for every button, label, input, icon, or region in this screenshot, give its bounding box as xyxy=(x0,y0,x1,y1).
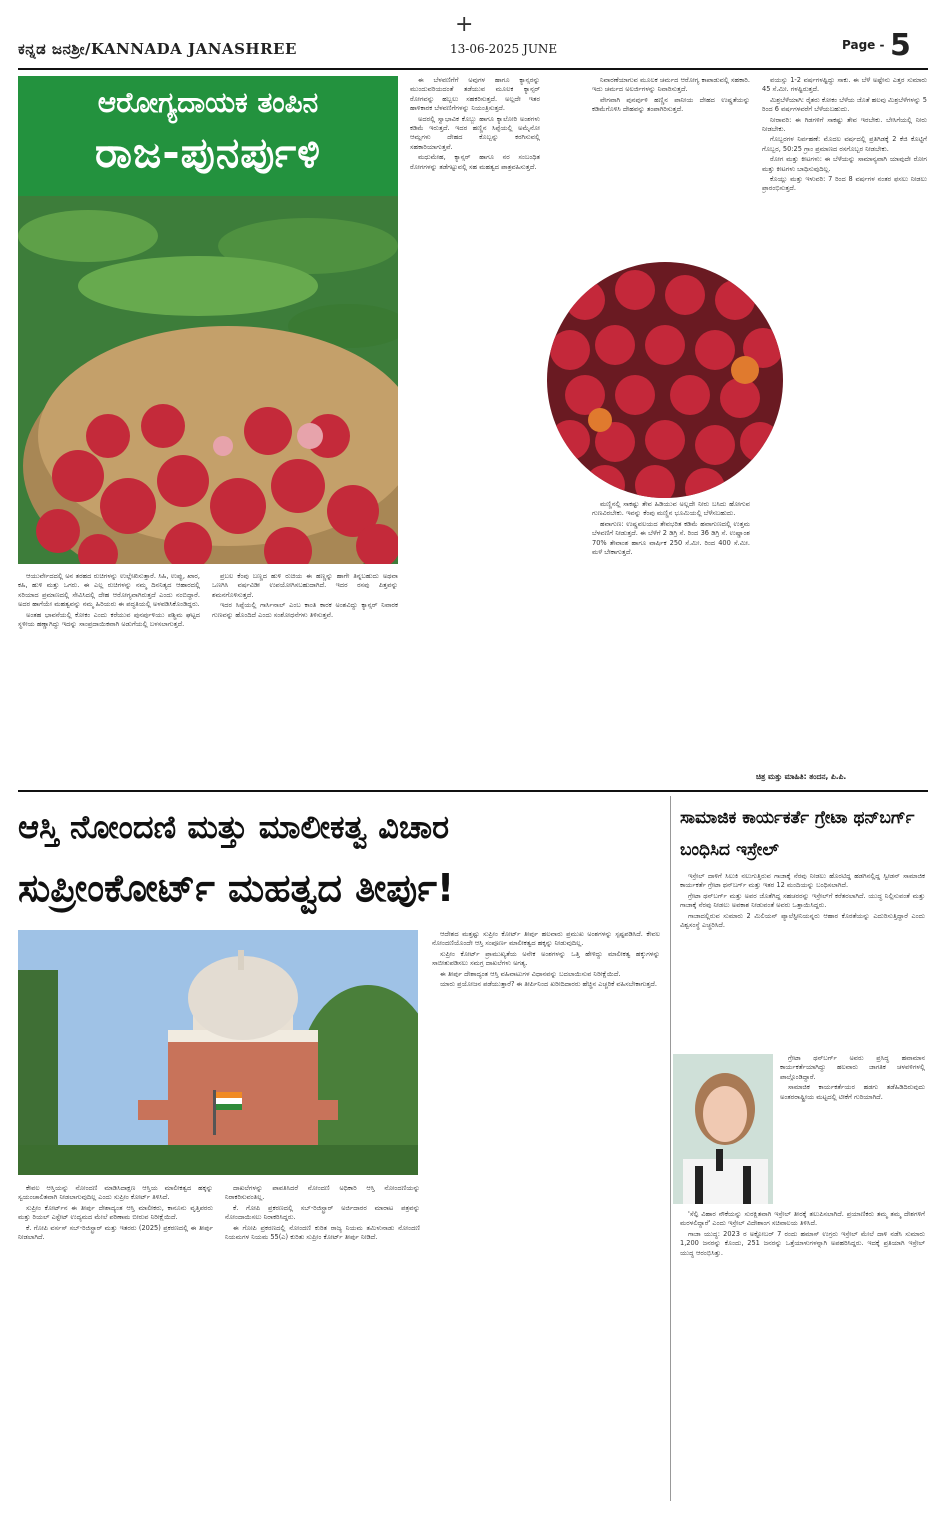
column-divider xyxy=(670,796,671,1501)
hero-headline-banner xyxy=(18,76,398,196)
photo-credit: ಚಿತ್ರ ಮತ್ತು ಮಾಹಿತಿ: ತಂದನ, ಪಿ.ಪಿ. xyxy=(756,772,847,781)
article1-column-5: ವಯಸ್ಸು 1-2 ವರ್ಷಗಳಷ್ಟಿದ್ದು ಸಾಕು. ಈ ಬೆಳೆ ಅಷ್ಟೇನು ಎತ್ತರ ಸುಮಾರು 45 ಸೆ.ಮೀ. ಗಳಷ್ಟಿರುತ್ತದೆ. ಮಿಶ್ರಬೆಳೆಯಾಗಿ: ರೈತರು ಕೋಕಂ ಬೆಳೆಯ ಜೊತೆ ಹಲವು ಮಿಶ್ರಬೆಳೆಗಳನ್ನು 5 ರಿಂದ 6 ವರ್ಷಗಳವರೆಗೆ ಬೆಳೆಯಬಹುದು. ನೀರಾವರಿ: ಈ ಗಿಡಗಳಿಗೆ ಸಾಕಷ್ಟು ತೇವ ಇರಬೇಕು. ಬೇಸಿಗೆಯಲ್ಲಿ ನೀರು ನೀಡಬೇಕು. ಗೊಬ್ಬರಗಳ ನಿರ್ವಹಣೆ: ಮೊದಲ ವರ್ಷದಲ್ಲಿ ಪ್ರತಿಗಿಡಕ್ಕೆ 2 ಕೆಜಿ ಕೊಟ್ಟಿಗೆ ಗೊಬ್ಬರ, 50:25 ಗ್ರಾಂ ಪ್ರಮಾಣದ ರಸಗೊಬ್ಬರ ನೀಡಬೇಕು. ರೋಗ ಮತ್ತು ಕೀಟಗಳು: ಈ ಬೆಳೆಯನ್ನು ಸಾಮಾನ್ಯವಾಗಿ ಯಾವುದೇ ರೋಗ ಮತ್ತು ಕೀಟಗಳು ಬಾಧಿಸುವುದಿಲ್ಲ. ಕೊಯ್ಲು ಮತ್ತು ಇಳುವರಿ: 7 ರಿಂದ 8 ವರ್ಷಗಳ ನಂತರ ಫಸಲು ನೀಡಲು ಪ್ರಾರಂಭಿಸುತ್ತದೆ. xyxy=(762,76,927,193)
article1-column-4-bottom: ಮಣ್ಣಿನಲ್ಲಿ ಸಾಕಷ್ಟು ತೇವ ಹಿಡಿಯುವ ಅಲ್ಲದೇ ನೀರು ಬಸಿದು ಹೋಗುವ ಗುಣವಿರಬೇಕು. ಇವನ್ನು ಕೆಂಪು ಮಣ್ಣಿನ ಭೂಮಿಯಲ್ಲಿ ಬೆಳೆಸಬಹುದು. ಹವಾಗುಣ: ಉಷ್ಣವಲಯದ ತೇವಭರಿತ ಕಡಿಮೆ ಹವಾಗುಣದಲ್ಲಿ ಉತ್ತಮ ಬೆಳವಣಿಗೆ ನೀಡುತ್ತದೆ. ಈ ಬೆಳೆಗೆ 2 ಡಿಗ್ರಿ ಸೆ. ರಿಂದ 36 ಡಿಗ್ರಿ ಸೆ. ಉಷ್ಣಾಂಶ 70% ತೇವಾಂಶ ಹಾಗೂ ವಾರ್ಷಿಕ 250 ಸೆ.ಮೀ. ರಿಂದ 400 ಸೆ.ಮೀ. ಮಳೆ ಬೇಕಾಗುತ್ತದೆ. xyxy=(592,500,750,557)
headline-line-2: ರಾಜ-ಪುನರ್ಪುಳಿ xyxy=(94,128,322,177)
supreme-court-photo xyxy=(18,930,418,1175)
article1-column-4-top: ನಿವಾರಣೆಯಾಗುವ ಮೂಲಕ ಚರ್ಮದ ಆರೋಗ್ಯ ಕಾಪಾಡುವಲ್ಲಿ ಸಹಕಾರಿ. ಇದು ಚರ್ಮದ ಅಲರ್ಜಿಗಳನ್ನು ನಿವಾರಿಸುತ್ತದೆ. ವೇಗವಾಗಿ ಪುನರ್ಪುಳಿ ಹಣ್ಣಿನ ಪಾನೀಯ ದೇಹದ ಉಷ್ಣತೆಯನ್ನು ಕಡಿಮೆಗೊಳಿಸಿ ದೇಹವನ್ನು ತಂಪಾಗಿರಿಸುತ್ತದೆ. xyxy=(592,76,750,114)
newspaper-masthead: ಕನ್ನಡ ಜನಶ್ರೀ/KANNADA JANASHREE xyxy=(18,40,297,58)
article1-column-3: ಈ ಬೆಳವಣಿಗೆಗೆ ಅವುಗಳ ಹಾಗೂ ಕ್ಯಾನ್ಸರನ್ನು ಮುಂದುವರಿಯದಂತೆ ತಡೆಯುವ ಮೂಲಕ ಕ್ಯಾನ್ಸರ್ ರೋಗವನ್ನು ಹಬ್ಬಲು ಸಹಕರಿಸುತ್ತದೆ. ಅಲ್ಲದೇ ಇತರ ಹಾಳಿಕಾರಕ ಬೆಳವಣಿಗೆಗಳನ್ನು ನಿಯಂತ್ರಿಸುತ್ತದೆ. ಅದರಲ್ಲಿ ಸ್ವಾಭಾವಿಕ ಕೊಬ್ಬು ಹಾಗೂ ಕ್ಯಾಲೋರಿ ಅಂಶಗಳು ಕಡಿಮೆ ಇರುತ್ತದೆ. ಇದರ ಹಣ್ಣಿನ ಸಿಪ್ಪೆಯಲ್ಲಿ ಅಮೈನೋ ಆಮ್ಲಗಳು ದೇಹದ ಕೊಬ್ಬನ್ನು ಕರಗಿಸುವಲ್ಲಿ ಸಹಕಾರಿಯಾಗುತ್ತವೆ. ಮಧುಮೇಹ, ಕ್ಯಾನ್ಸರ್ ಹಾಗೂ ನರ ಸಂಬಂಧಿತ ರೋಗಗಳನ್ನು ತಡೆಗಟ್ಟುವಲ್ಲಿ ಸಹ ಮಹತ್ವದ ಪಾತ್ರವಹಿಸುತ್ತದೆ. xyxy=(410,76,540,171)
article1-column-1: ಆಯುರ್ವೇದದಲ್ಲಿ ಅನ ತರಹದ ರುಚಿಗಳನ್ನು ಉಲ್ಲೇಖಿಸುತ್ತಾರೆ. ಸಿಹಿ, ಉಪ್ಪು, ಖಾರ, ಕಹಿ, ಹುಳಿ ಮತ್ತು ಒಗರು. ಈ ಎಲ್ಲ ರುಚಿಗಳನ್ನು ನಮ್ಮ ದಿನನಿತ್ಯದ ಆಹಾರದಲ್ಲಿ ಸರಿಯಾದ ಪ್ರಮಾಣದಲ್ಲಿ ಸೇವಿಸಿದಲ್ಲಿ ದೇಹ ಆರೋಗ್ಯವಾಗಿರುತ್ತದೆ ಎಂದು ನಂಬಿದ್ದಾರೆ. ಅದರ ಹಾಗೆಯೇ ಮಹತ್ವವನ್ನು ನಮ್ಮ ಹಿರಿಯರು ಈ ಪದ್ಧತಿಯಲ್ಲಿ ಅಳವಡಿಸಿಕೊಂಡಿದ್ದರು. ಅಂತಹ ಭಾವನೆಯಲ್ಲಿ ಕೋಕಂ ಎಂದು ಕರೆಯುವ ಪುನರ್ಪುಳಿಯು ಪಶ್ಚಿಮ ಘಟ್ಟದ ಸ್ಥಳೀಯ ಹಣ್ಣಾಗಿದ್ದು ಇದನ್ನು ಸಾಂಪ್ರದಾಯಿಕವಾಗಿ ಅಡುಗೆಯಲ್ಲಿ ಬಳಸಲಾಗುತ್ತದೆ. xyxy=(18,572,200,629)
issue-date: 13-06-2025 JUNE xyxy=(450,42,558,56)
article2-headline-line-2: ಸುಪ್ರೀಂಕೋರ್ಟ್ ಮಹತ್ವದ ತೀರ್ಪು! xyxy=(18,866,455,910)
article3-column-top: ಇಸ್ರೇಲ್ ದಾಳಿಗೆ ಸಿಲುಕಿ ನಲುಗುತ್ತಿರುವ ಗಾಜಾಕ್ಕೆ ನೆರವು ನೀಡಲು ಹೊರಟಿದ್ದ ಹಡಗಿನಲ್ಲಿದ್ದ ಸ್ವೀಡನ್ ಸಾಮಾಜಿಕ ಕಾರ್ಯಕರ್ತೆ ಗ್ರೇಟಾ ಥನ್‌ಬರ್ಗ್ ಮತ್ತು ಇತರ 12 ಮಂದಿಯನ್ನು ಬಂಧಿಸಲಾಗಿದೆ. ಗ್ರೇಟಾ ಥನ್‌ಬರ್ಗ್ ಮತ್ತು ಅವರ ಜೊತೆಗಿದ್ದ ಸಹಚರರನ್ನು ಇಸ್ರೇಲ್‌ಗೆ ಕರೆತರಲಾಗಿದೆ. ಯುದ್ಧ ನಿಲ್ಲಿಸುವಂತೆ ಮತ್ತು ಗಾಜಾಕ್ಕೆ ನೆರವು ನೀಡಲು ಅವಕಾಶ ನೀಡುವಂತೆ ಅವರು ಒತ್ತಾಯಿಸಿದ್ದರು. ಗಾಜಾದಲ್ಲಿರುವ ಸುಮಾರು 2 ಮಿಲಿಯನ್ ಪ್ಯಾಲೆಸ್ಟೀನಿಯನ್ನರು ಆಹಾರ ಕೊರತೆಯನ್ನು ಎದುರಿಸುತ್ತಿದ್ದಾರೆ ಎಂದು ವಿಶ್ವಸಂಸ್ಥೆ ಎಚ್ಚರಿಸಿದೆ. xyxy=(680,872,925,930)
greta-photo xyxy=(673,1054,773,1204)
article3-column-bottom: 'ಸೆಲ್ಫಿ ವಿಹಾರ ನೌಕೆಯನ್ನು ಸುರಕ್ಷಿತವಾಗಿ ಇಸ್ರೇಲ್ ತೀರಕ್ಕೆ ತಲುಪಿಸಲಾಗಿದೆ. ಪ್ರಯಾಣಿಕರು ತಮ್ಮ ತಮ್ಮ ದೇಶಗಳಿಗೆ ಮರಳಲಿದ್ದಾರೆ' ಎಂದು ಇಸ್ರೇಲ್ ವಿದೇಶಾಂಗ ಸಚಿವಾಲಯ ತಿಳಿಸಿದೆ. ಗಾಜಾ ಯುದ್ಧ: 2023 ರ ಅಕ್ಟೋಬರ್ 7 ರಂದು ಹಮಾಸ್ ಉಗ್ರರು ಇಸ್ರೇಲ್ ಮೇಲೆ ದಾಳಿ ನಡೆಸಿ ಸುಮಾರು 1,200 ಜನರನ್ನು ಕೊಂದು, 251 ಜನರನ್ನು ಒತ್ತೆಯಾಳುಗಳನ್ನಾಗಿ ಅಪಹರಿಸಿದ್ದರು. ಇದಕ್ಕೆ ಪ್ರತಿಯಾಗಿ ಇಸ್ರೇಲ್ ಯುದ್ಧ ಆರಂಭಿಸಿತ್ತು. xyxy=(680,1210,925,1257)
page-number: 5 xyxy=(890,28,911,63)
section-rule xyxy=(18,790,928,792)
article1-column-2: ಪ್ರಬಲ ಕೆಂಪು ಬಣ್ಣದ ಹುಳಿ ರುಚಿಯ ಈ ಹಣ್ಣನ್ನು ಹಾಗೇ ತಿನ್ನಬಹುದು ಅಥವಾ ಒಣಗಿಸಿ ವರ್ಷವಿಡೀ ಉಪಯೋಗಿಸಬಹುದಾಗಿದೆ. ಇದರ ರಸವು ಪಿತ್ತವನ್ನು ಶಮನಗೊಳಿಸುತ್ತದೆ. ಇದರ ಸಿಪ್ಪೆಯಲ್ಲಿ ಗಾರ್ಸಿನಾಲ್ ಎಂಬ ಕಾಂತಿ ಕಾರಕ ಅಂಶವಿದ್ದು ಕ್ಯಾನ್ಸರ್ ನಿವಾರಕ ಗುಣವನ್ನು ಹೊಂದಿದೆ ಎಂದು ಸಂಶೋಧನೆಗಳು ತಿಳಿಸುತ್ತವೆ. xyxy=(212,572,398,619)
article2-headline-line-1: ಆಸ್ತಿ ನೋಂದಣಿ ಮತ್ತು ಮಾಲೀಕತ್ವ ವಿಚಾರ xyxy=(18,808,450,846)
page-label: Page - xyxy=(842,38,885,52)
article2-column-2: ದಾಖಲೆಗಳನ್ನು ಪಾವತಿಸಿದರೆ ನೋಂದಣಿ ಅಧಿಕಾರಿ ಆಸ್ತಿ ನೋಂದಣಿಯನ್ನು ನಿರಾಕರಿಸುವಂತಿಲ್ಲ. ಕೆ. ಗೋಪಿ ಪ್ರಕರಣದಲ್ಲಿ ಸಬ್-ರಿಜಿಸ್ಟ್ರಾರ್ ಅರ್ಜಿದಾರರ ಮಾರಾಟ ಪತ್ರವನ್ನು ನೋಂದಾಯಿಸಲು ನಿರಾಕರಿಸಿದ್ದರು. ಈ ಗೋಪಿ ಪ್ರಕರಣದಲ್ಲಿ ನೋಂದಣಿ ಕುರಿತ ರಾಜ್ಯ ನಿಯಮ ತಮಿಳುನಾಡು ನೋಂದಣಿ ನಿಯಮಗಳ ನಿಯಮ 55(ಎ) ಕುರಿತು ಸುಪ್ರೀಂ ಕೋರ್ಟ್ ತೀರ್ಪು ನೀಡಿದೆ. xyxy=(225,1184,420,1242)
article2-column-3: ಆದೇಶದ ಮತ್ತಷ್ಟು ಸುಪ್ರೀಂ ಕೋರ್ಟ್ ತೀರ್ಪು ಹಲವಾರು ಪ್ರಮುಖ ಅಂಶಗಳನ್ನು ಸ್ಪಷ್ಟಪಡಿಸಿದೆ. ಕೇವಲ ನೋಂದಣಿಯೊಂದೇ ಆಸ್ತಿ ಸಂಪೂರ್ಣ ಮಾಲೀಕತ್ವದ ಹಕ್ಕನ್ನು ನೀಡುವುದಿಲ್ಲ. ಸುಪ್ರೀಂ ಕೋರ್ಟ್ ಪ್ರಾಮುಖ್ಯತೆಯ ಅನೇಕ ಅಂಶಗಳನ್ನು ಒತ್ತಿ ಹೇಳಿದ್ದು ಮಾಲೀಕತ್ವ ಹಕ್ಕುಗಳನ್ನು ಸಾಬೀತುಪಡಿಸಲು ಸಮಗ್ರ ದಾಖಲೆಗಳು ಅಗತ್ಯ. ಈ ತೀರ್ಪು ದೇಶಾದ್ಯಂತ ಆಸ್ತಿ ವಹಿವಾಟುಗಳ ವಿಧಾನವನ್ನು ಬದಲಾಯಿಸುವ ನಿರೀಕ್ಷೆಯಿದೆ. ಯಾರು ಪ್ರಯೋಜನ ಪಡೆಯುತ್ತಾರೆ? ಈ ತೀರ್ಪಿನಿಂದ ಖರೀದಿದಾರರು ಹೆಚ್ಚಿನ ಎಚ್ಚರಿಕೆ ವಹಿಸಬೇಕಾಗುತ್ತದೆ. xyxy=(432,930,660,989)
article3-headline: ಸಾಮಾಜಿಕ ಕಾರ್ಯಕರ್ತೆ ಗ್ರೇಟಾ ಥನ್‌ಬರ್ಗ್ ಬಂಧಿಸಿದ ಇಸ್ರೇಲ್ xyxy=(680,808,915,860)
kokum-hero-banner xyxy=(18,76,398,564)
article3-column-right: ಗ್ರೇಟಾ ಥನ್‌ಬರ್ಗ್ ಅವರು ಪ್ರಸಿದ್ಧ ಹವಾಮಾನ ಕಾರ್ಯಕರ್ತೆಯಾಗಿದ್ದು ಹಲವಾರು ಜಾಗತಿಕ ಚಳವಳಿಗಳಲ್ಲಿ ಪಾಲ್ಗೊಂಡಿದ್ದಾರೆ. ಸಾಮಾಜಿಕ ಕಾರ್ಯಕರ್ತೆಯರ ಹಡಗು ತಡೆಹಿಡಿದಿರುವುದು ಅಂತರರಾಷ್ಟ್ರೀಯ ಮಟ್ಟದಲ್ಲಿ ಟೀಕೆಗೆ ಗುರಿಯಾಗಿದೆ. xyxy=(780,1054,925,1101)
headline-line-1: ಆರೋಗ್ಯದಾಯಕ ತಂಪಿನ xyxy=(97,86,319,119)
registration-mark: + xyxy=(455,12,474,37)
article2-column-1: ಕೇವಲ ಆಸ್ತಿಯನ್ನು ನೋಂದಣಿ ಮಾಡಿಸಿದಾಕ್ಷಣ ಆಸ್ತಿಯ ಮಾಲೀಕತ್ವದ ಹಕ್ಕನ್ನು ಸ್ವಯಂಚಾಲಿತವಾಗಿ ನೀಡಲಾಗುವುದಿಲ್ಲ ಎಂದು ಸುಪ್ರೀಂ ಕೋರ್ಟ್ ತಿಳಿಸಿದೆ. ಸುಪ್ರೀಂ ಕೋರ್ಟ್‌ನ ಈ ತೀರ್ಪು ದೇಶಾದ್ಯಂತ ಆಸ್ತಿ ಮಾಲೀಕರು, ಕಾನೂನು ವೃತ್ತಿಪರರು ಮತ್ತು ರಿಯಲ್ ಎಸ್ಟೇಟ್ ಉದ್ಯಮದ ಮೇಲೆ ಪರಿಣಾಮ ಬೀರುವ ನಿರೀಕ್ಷೆಯಿದೆ. ಕೆ. ಗೋಪಿ ವರ್ಸಸ್ ಸಬ್-ರಿಜಿಸ್ಟ್ರಾರ್ ಮತ್ತು ಇತರರು (2025) ಪ್ರಕರಣದಲ್ಲಿ ಈ ತೀರ್ಪು ನೀಡಲಾಗಿದೆ. xyxy=(18,1184,213,1242)
top-rule xyxy=(18,68,928,70)
kokum-fruit-photo xyxy=(545,260,785,500)
